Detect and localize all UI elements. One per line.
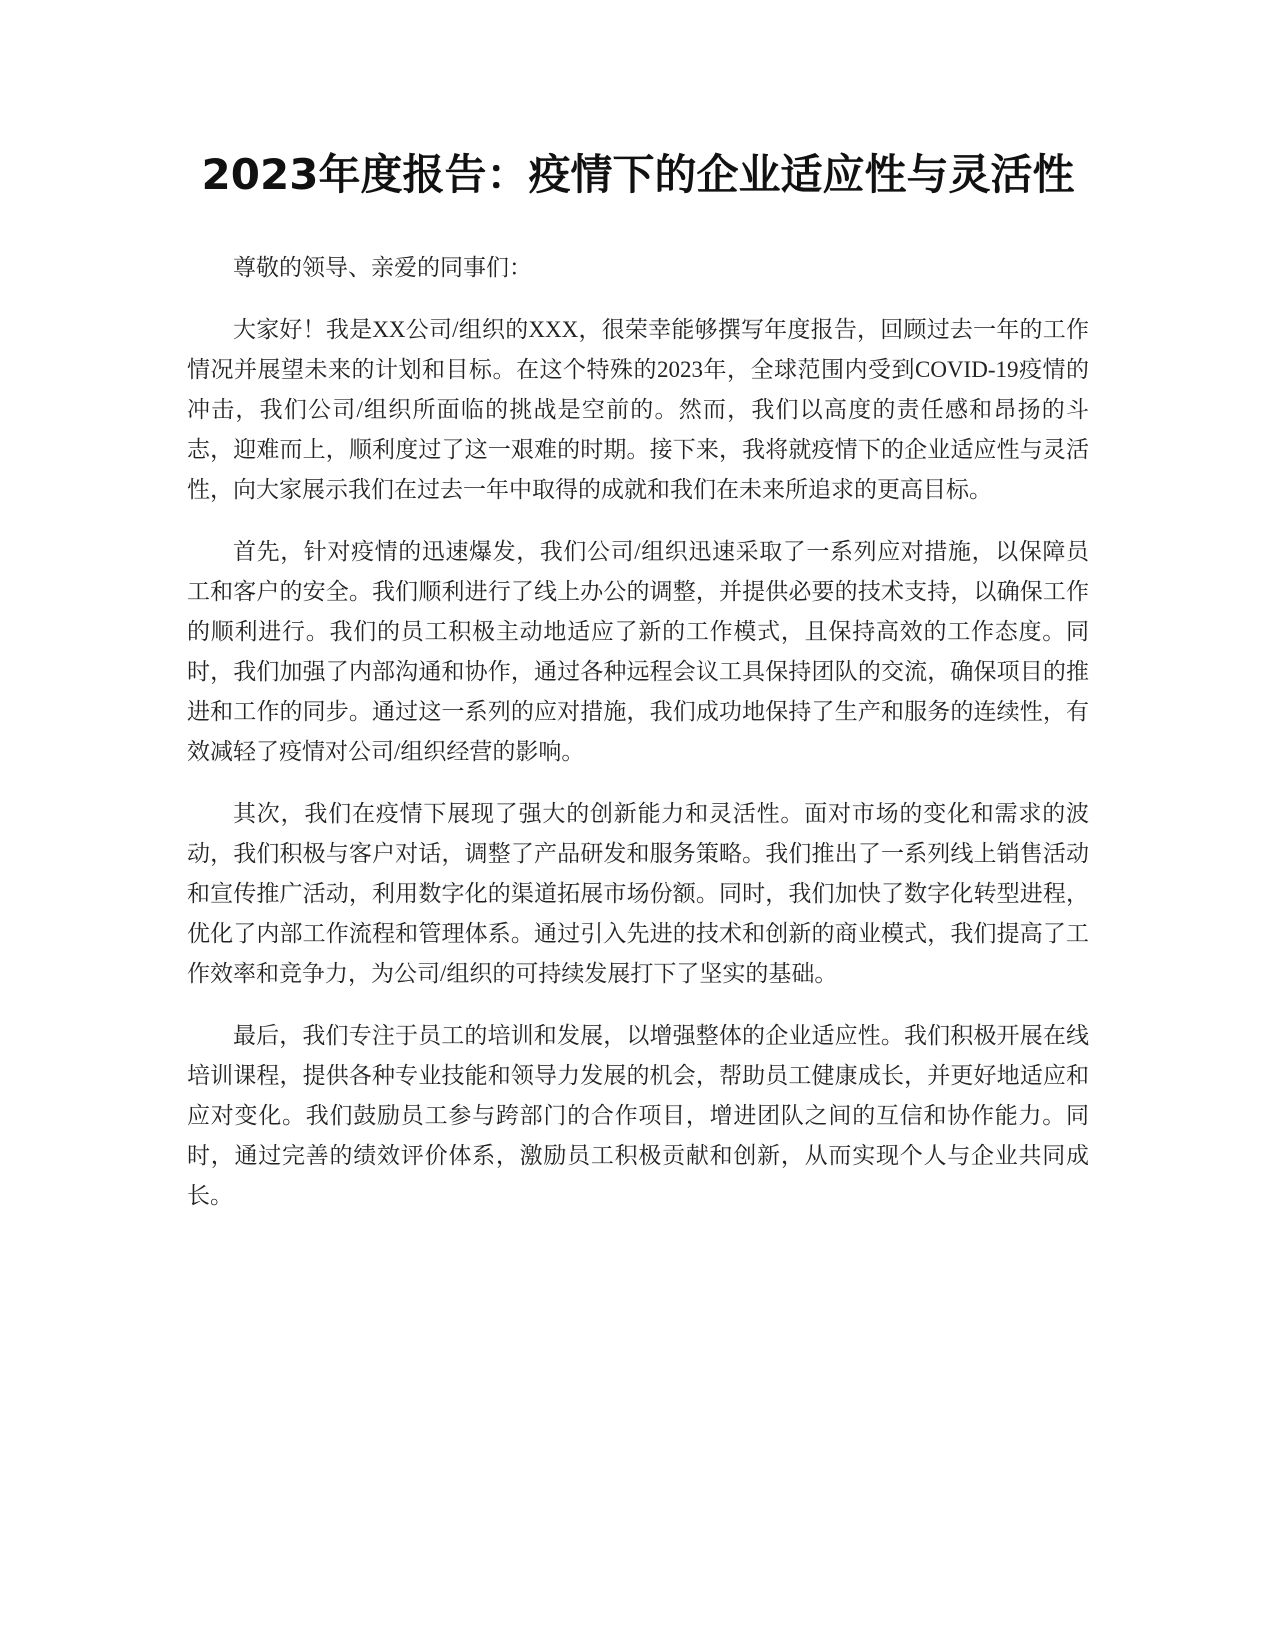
salutation-paragraph: 尊敬的领导、亲爱的同事们： xyxy=(233,255,532,280)
final-point-paragraph: 最后，我们专注于员工的培训和发展，以增强整体的企业适应性。我们积极开展在线培训课程，提供各种专业技能和领导力发展的机会，帮助员工健康成长，并更好地适应和应对变化。我们鼓励员工参与跨部门的合作项目，增进团队之间的互信和协作能力。同时，通过完善的绩效评价体系，激励员工积极贡献和创新，从而实现个人与企业共同成长。 xyxy=(187,1023,1089,1208)
intro-paragraph: 大家好！我是XX公司/组织的XXX，很荣幸能够撰写年度报告，回顾过去一年的工作情况并展望未来的计划和目标。在这个特殊的2023年，全球范围内受到COVID-19疫情的冲击，我们公司/组织所面临的挑战是空前的。然而，我们以高度的责任感和昂扬的斗志，迎难而上，顺利度过了这一艰难的时期。接下来，我将就疫情下的企业适应性与灵活性，向大家展示我们在过去一年中取得的成就和我们在未来所追求的更高目标。 xyxy=(187,317,1089,502)
second-point-paragraph: 其次，我们在疫情下展现了强大的创新能力和灵活性。面对市场的变化和需求的波动，我们积极与客户对话，调整了产品研发和服务策略。我们推出了一系列线上销售活动和宣传推广活动，利用数字化的渠道拓展市场份额。同时，我们加快了数字化转型进程，优化了内部工作流程和管理体系。通过引入先进的技术和创新的商业模式，我们提高了工作效率和竞争力，为公司/组织的可持续发展打下了坚实的基础。 xyxy=(187,801,1089,986)
document-title: 2023年度报告：疫情下的企业适应性与灵活性 xyxy=(201,150,1075,199)
document-body xyxy=(187,140,1089,1238)
first-point-paragraph: 首先，针对疫情的迅速爆发，我们公司/组织迅速采取了一系列应对措施，以保障员工和客户的安全。我们顺利进行了线上办公的调整，并提供必要的技术支持，以确保工作的顺利进行。我们的员工积极主动地适应了新的工作模式，且保持高效的工作态度。同时，我们加强了内部沟通和协作，通过各种远程会议工具保持团队的交流，确保项目的推进和工作的同步。通过这一系列的应对措施，我们成功地保持了生产和服务的连续性，有效减轻了疫情对公司/组织经营的影响。 xyxy=(187,539,1089,764)
